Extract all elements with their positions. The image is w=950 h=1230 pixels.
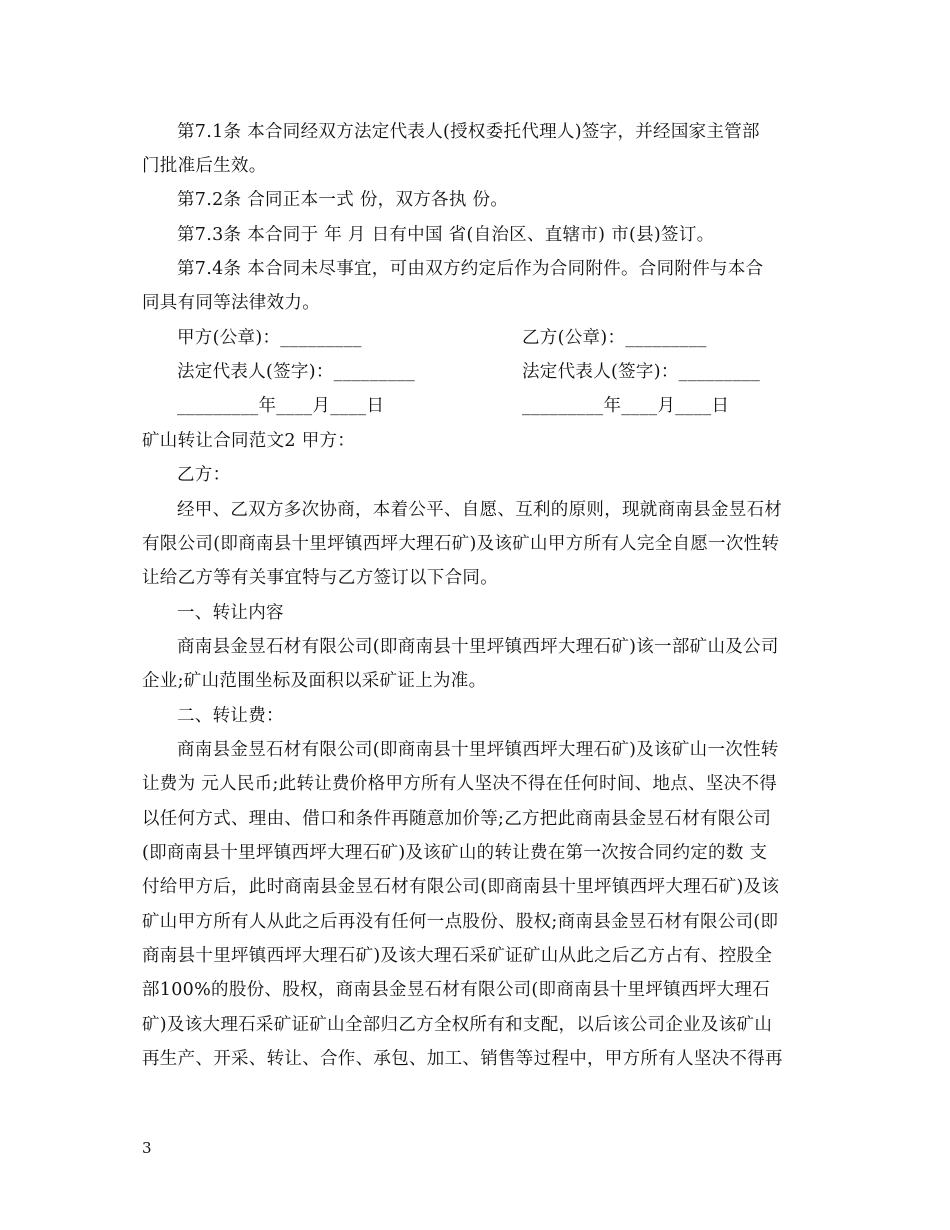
body-line-11: (即商南县十里坪镇西坪大理石矿)及该矿山的转让费在第一次按合同约定的数 支 xyxy=(142,843,768,863)
party-b-seal: 乙方(公章)：_________ xyxy=(522,328,707,348)
article-7-2: 第7.2条 合同正本一式 份，双方各执 份。 xyxy=(177,190,509,210)
party-b-label: 乙方： xyxy=(177,465,231,485)
body-line-6: 企业;矿山范围坐标及面积以采矿证上为准。 xyxy=(142,671,487,691)
body-line-10: 以任何方式、理由、借口和条件再随意加价等;乙方把此商南县金昱石材有限公司 xyxy=(142,809,772,829)
date-a: _________年____月____日 xyxy=(177,396,385,416)
body-line-8: 商南县金昱石材有限公司(即商南县十里坪镇西坪大理石矿)及该矿山一次性转 xyxy=(177,740,779,760)
section2-heading: 矿山转让合同范文2 甲方： xyxy=(142,431,356,451)
heading-transfer-content: 一、转让内容 xyxy=(177,603,284,623)
rep-b-signature: 法定代表人(签字)：_________ xyxy=(522,362,761,382)
party-a-seal: 甲方(公章)：_________ xyxy=(177,328,362,348)
article-7-1-line2: 门批准后生效。 xyxy=(142,156,267,176)
article-7-1-line1: 第7.1条 本合同经双方法定代表人(授权委托代理人)签字，并经国家主管部 xyxy=(177,122,760,142)
heading-transfer-fee: 二、转让费： xyxy=(177,706,284,726)
body-line-1: 经甲、乙双方多次协商，本着公平、自愿、互利的原则，现就商南县金昱石材 xyxy=(177,500,783,520)
date-b: _________年____月____日 xyxy=(522,396,730,416)
page-number: 3 xyxy=(142,1139,152,1157)
body-line-13: 矿山甲方所有人从此之后再没有任何一点股份、股权;商南县金昱石材有限公司(即 xyxy=(142,912,779,932)
body-line-2: 有限公司(即商南县十里坪镇西坪大理石矿)及该矿山甲方所有人完全自愿一次性转 xyxy=(142,534,780,554)
body-line-14: 商南县十里坪镇西坪大理石矿)及该大理石采矿证矿山从此之后乙方占有、控股全 xyxy=(142,946,773,966)
body-line-17: 再生产、开采、转让、合作、承包、加工、销售等过程中，甲方所有人坚决不得再 xyxy=(142,1049,783,1069)
body-line-15: 部100%的股份、股权，商南县金昱石材有限公司(即商南县十里坪镇西坪大理石 xyxy=(142,980,770,1000)
article-7-3: 第7.3条 本合同于 年 月 日有中国 省(自治区、直辖市) 市(县)签订。 xyxy=(177,225,715,245)
rep-a-signature: 法定代表人(签字)：_________ xyxy=(177,362,416,382)
article-7-4-line1: 第7.4条 本合同未尽事宜，可由双方约定后作为合同附件。合同附件与本合 xyxy=(177,259,764,279)
body-line-16: 矿)及该大理石采矿证矿山全部归乙方全权所有和支配，以后该公司企业及该矿山 xyxy=(142,1015,773,1035)
body-line-12: 付给甲方后，此时商南县金昱石材有限公司(即商南县十里坪镇西坪大理石矿)及该 xyxy=(142,877,780,897)
article-7-4-line2: 同具有同等法律效力。 xyxy=(142,293,320,313)
body-line-5: 商南县金昱石材有限公司(即商南县十里坪镇西坪大理石矿)该一部矿山及公司 xyxy=(177,637,779,657)
body-line-9: 让费为 元人民币;此转让费价格甲方所有人坚决不得在任何时间、地点、坚决不得 xyxy=(142,774,778,794)
body-line-3: 让给乙方等有关事宜特与乙方签订以下合同。 xyxy=(142,568,498,588)
